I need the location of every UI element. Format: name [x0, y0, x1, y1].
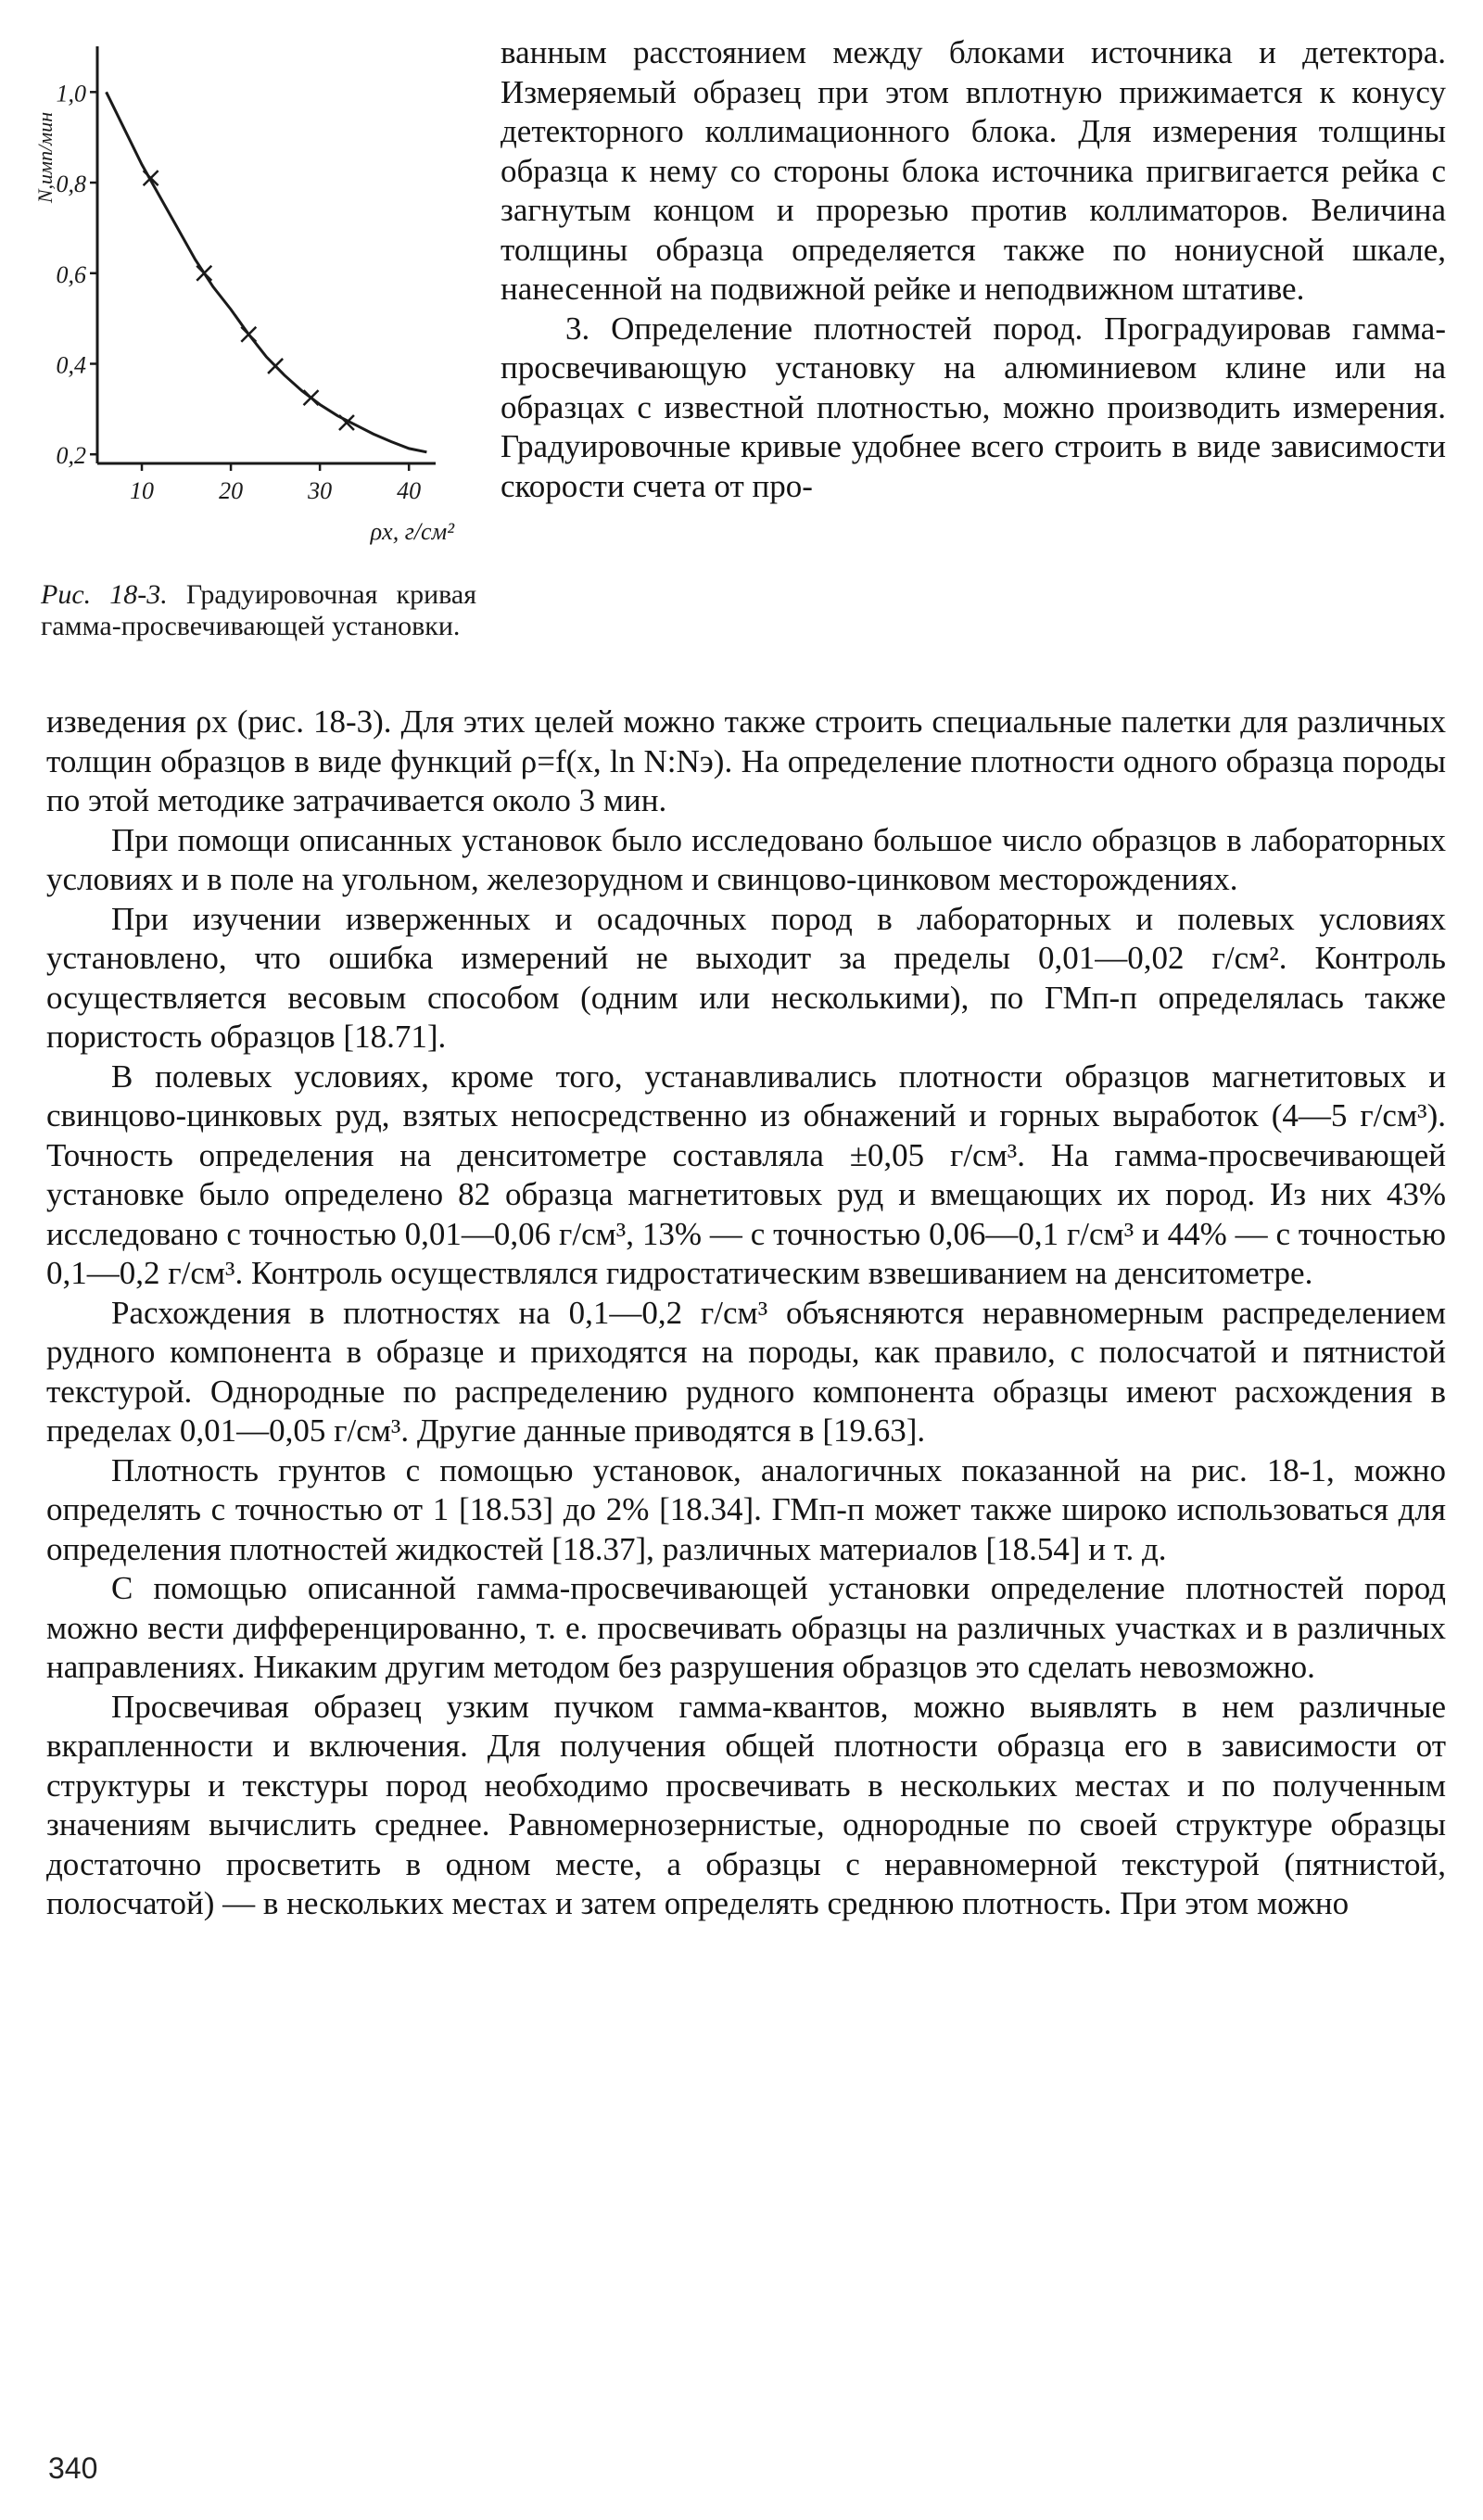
data-point-marker — [241, 327, 256, 342]
full-width-text — [46, 703, 1446, 1924]
figure-18-3 — [28, 28, 477, 667]
y-axis-label: N,имп/мин — [33, 111, 57, 204]
paragraph-9: Просвечивая образец узким пучком гамма-квантов, можно выявлять в нем различные вкрапленности и включения. Для получения общей плотности образца его в зависимости от структуры и текстуры пород необходимо просвечивать в нескольких местах и по полученным значениям вычислить среднее. Равномернозернистые, однородные по своей структуре образцы достаточно просветить в одном месте, а образцы с неравномерной текстурой (пятнистой, полосчатой) — в нескольких местах и затем определять среднюю плотность. При этом можно — [46, 1688, 1446, 1921]
x-tick-label: 40 — [397, 477, 422, 504]
y-tick-label: 0,6 — [56, 260, 86, 288]
y-tick-label: 1,0 — [56, 80, 86, 108]
paragraph-continued: ванным расстоянием между блоками источника и детектора. Измеряемый образец при этом вплотную прижимается к конусу детекторного коллимационного блока. Для измерения толщины образца к нему со стороны блока источника пригвигается рейка с загнутым концом и прорезью против коллиматоров. Величина толщины образца определяется также по нониусной шкале, нанесенной на подвижной рейке и неподвижном штативе. — [501, 34, 1446, 307]
data-point-marker — [304, 390, 319, 405]
paragraph-8: С помощью описанной гамма-просвечивающей установки определение плотностей пород можно вести дифференцированно, т. е. просвечивать образцы на различных участках и в различных направлениях. Никаким другим методом без разрушения образцов это сделать невозможно. — [46, 1570, 1446, 1685]
paragraph-5: В полевых условиях, кроме того, устанавливались плотности образцов магнетитовых и свинцово-цинковых руд, взятых непосредственно из обнажений и горных выработок (4—5 г/см³). Точность определения на денситометре составляла ±0,05 г/см³. На гамма-просвечивающей установке было определено 82 образца магнетитовых руд и вмещающих их пород. Из них 43% исследовано с точностью 0,01—0,06 г/см³, 13% — с точностью 0,06—0,1 г/см³ и 44% — с точностью 0,1—0,2 г/см³. Контроль осуществлялся гидростатическим взвешиванием на денситометре. — [46, 1057, 1446, 1291]
paragraph-continued-full: изведения ρx (рис. 18-3). Для этих целей можно также строить специальные палетки для различных толщин образцов в виде функций ρ=f(x, ln N:Nэ). На определение плотности одного образца породы по этой методике затрачивается около 3 мин. — [46, 703, 1446, 818]
paragraph-4: При изучении изверженных и осадочных пород в лабораторных и полевых условиях установлено, что ошибка измерений не выходит за пределы 0,01—0,02 г/см². Контроль осуществляется весовым способом (одним или несколькими), по ГМп-п определялась также пористость образцов [18.71]. — [46, 900, 1446, 1055]
paragraph-density-determination: 3. Определение плотностей пород. Проградуировав гамма-просвечивающую установку на алюминиевом клине или на образцах с известной плотностью, можно производить измерения. Градуировочные кривые удобнее всего строить в виде зависимости скорости счета от про- — [501, 310, 1446, 504]
y-tick-label: 0,4 — [56, 351, 86, 379]
paragraph-6: Расхождения в плотностях на 0,1—0,2 г/см³ объясняются неравномерным распределением рудного компонента в образце и приходятся на породы, как правило, с полосчатой и пятнистой текстурой. Однородные по распределению рудного компонента образцы имеют расхождения в пределах 0,01—0,05 г/см³. Другие данные приводятся в [19.63]. — [46, 1294, 1446, 1449]
paragraph-7: Плотность грунтов с помощью установок, аналогичных показанной на рис. 18-1, можно определять с точностью от 1 [18.53] до 2% [18.34]. ГМп-п может также широко использоваться для определения плотностей жидкостей [18.37], различных материалов [18.54] и т. д. — [46, 1451, 1446, 1567]
page-number: 340 — [48, 2451, 98, 2485]
right-column-text — [501, 33, 1446, 506]
y-tick-label: 0,2 — [56, 442, 86, 470]
data-point-marker — [144, 171, 158, 185]
calibration-curve — [107, 92, 427, 451]
x-axis-label: ρx, г/см² — [370, 518, 454, 545]
x-tick-label: 20 — [219, 477, 244, 504]
data-point-marker — [268, 359, 283, 374]
x-tick-label: 10 — [130, 477, 155, 504]
figure-caption — [41, 579, 476, 642]
data-point-marker — [196, 266, 211, 281]
y-tick-label: 0,8 — [56, 171, 86, 198]
calibration-chart — [28, 28, 473, 584]
x-tick-label: 30 — [308, 477, 333, 504]
figure-caption-number: Рис. 18-3. — [41, 579, 168, 610]
figure-caption-text: Градуировочная кривая гамма-просвечивающей установки. — [41, 579, 477, 641]
paragraph-3: При помощи описанных установок было исследовано большое число образцов в лабораторных условиях и в поле на угольном, железорудном и свинцово-цинковом месторождениях. — [46, 821, 1446, 897]
